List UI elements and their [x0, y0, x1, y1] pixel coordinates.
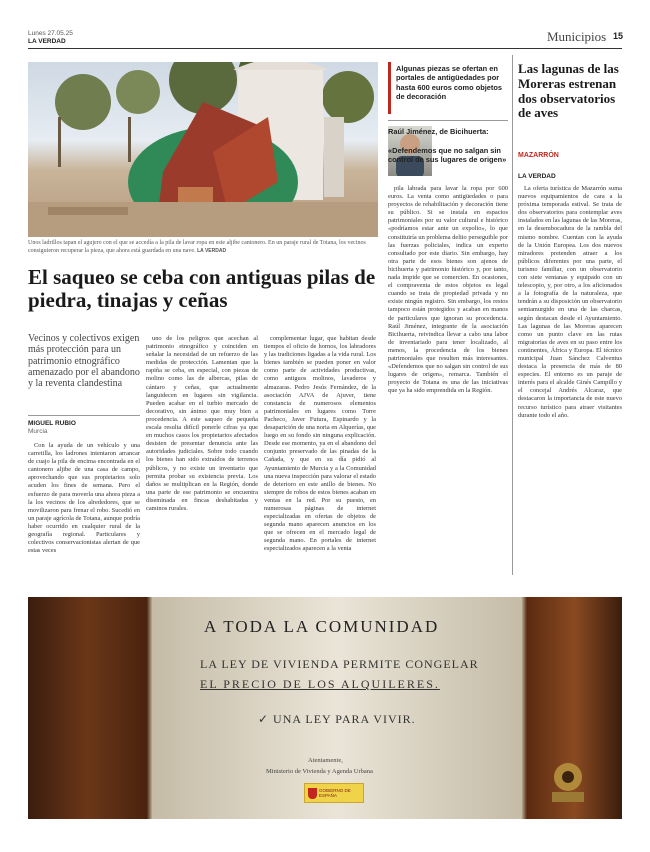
sidebar-quote: «Defendemos que no salgan sin control de sus lugares de origen»: [388, 146, 507, 165]
sign-ministry: Ministerio de Vivienda y Agenda Urbana: [266, 768, 373, 775]
subheadline: Vecinos y colectivos exigen más protección para un patrimonio etnográfico amenazado por el abandono y la reventa clandestina: [28, 333, 140, 390]
sign-line-2: LA LEY DE VIVIENDA PERMITE CONGELAR: [200, 657, 479, 671]
photo-caption: [28, 240, 378, 255]
column-3-text: complementar lugar, que habitan desde tiempos el oficio de hornos, los labradores y las tradiciones ligadas a la vida rural. Los bienes también se pueden poner en valor como parte de actividades productivas, como antiguos molinos, lavaderos y almazaras. Pedro Jesús Fernández, de la asociación AJVA de Ajuver, tiene constancia de numerosos elementos patrimoniales en lugares como Torre Pacheco, Javer Futura, Espinardo y la desaparición de una noria en Alquerías, que luego en su fondo sin ninguna explicación. Desde ese momento, ya en el abandono del conjunto preservado de las pinadas de la Cañada, y que en su día pidió al Ayuntamiento de Murcia y a la Comunidad una nueva inspección para valorar el estado de deterioro en este anillo de bienes. No siempre de robos de estos bienes acaban en ventas en la red. Por su puesto, en numerosas páginas de internet especializadas en ofertas de objetos de segunda mano aparecen anuncios en los que se ofrecen en el mercado legal de segunda mano. En portales de internet especializados aparecen a la venta: [264, 335, 376, 553]
sign-line-1: A TODA LA COMUNIDAD: [204, 617, 440, 636]
byline-rule: [28, 415, 140, 416]
column-3: [264, 335, 376, 575]
gov-logo-text: GOBIERNO DE ESPAÑA: [319, 788, 351, 798]
side-source: LA VERDAD: [518, 173, 556, 180]
header-date: Lunes 27.05.25: [28, 30, 73, 37]
coat-of-arms-icon: [308, 788, 317, 799]
sidebar-rule: [388, 120, 508, 121]
header-rule: [28, 48, 622, 49]
caption-text: Unos ladrillos tapan el agujero con el que se accedía a la pila de lavar ropa en este aljibe cantonero. En un paraje rural de Totana, los vecinos consiguieron recuperar la pieza, que ahora está guardada en una nave.: [28, 240, 366, 254]
gov-logo: [304, 783, 364, 803]
sidebar-author: Raúl Jiménez, de Bicihuerta:: [388, 127, 489, 136]
side-article-divider: [512, 55, 513, 575]
column-1: [28, 442, 140, 574]
column-1-text: Con la ayuda de un vehículo y una carretilla, los ladrones intentaron arrancar de cuajo la pila de encima encontrada en el cantonero aljibe de una casa de campo, aprovechando que sus propietarios solo acuden los fines de semana. Pero el esfuerzo de para moverla una ahora pieza a la los vecinos de los alrededores, que se movilizaron para frenar el robo. Sucedió en un paraje agrícola de Totana, aunque podría haber ocurrido en cualquier rural de la geografía regional. Particulares y colectivos conservacionistas alertan de que estas veces: [28, 442, 140, 555]
column-2-text: uno de los peligros que acechan al patrimonio etnográfico y coinciden en señalar la necesidad de un refuerzo de las medidas de protección. Lamentan que la rapiña se ceba, en especial, con piezas de molino como las de albercas, pilas de cántaro y ceñas, que actualmente languidecen en lugares sin vigilancia. Pueden acabar en el turbio mercado de decorativo, sin ánimo que muy bien a procedencia. A este saqueo de pequeña escala resulta difícil ponerle cifras ya que en muchos casos los propietarios afectados desisten de presentar denuncia ante las autoridades judiciales. Sobre todo cuando los bienes han sido extraídos de terrenos públicos, y no existe un inventario que permita probar su existencia previa. Los daños se multiplican en la Región, donde una parte de ese patrimonio se encuentra diseminada en fincas deshabitadas y caminos rurales.: [146, 335, 258, 512]
sign-off: Atentamente,: [308, 757, 343, 764]
main-headline: El saqueo se ceba con antiguas pilas de piedra, tinajas y ceñas: [28, 265, 376, 312]
side-headline: Las lagunas de las Moreras estrenan dos observatorios de aves: [518, 61, 619, 121]
side-body-text: La oferta turística de Mazarrón suma nuevos equipamientos de cara a la próxima temporada estival. Se trata de dos observatorios para contemplar aves instalados en las lagunas de las Moreras, en la desembocadura de la rambla del mismo nombre. Cuentan con la ayuda de la Unión Europea. Los dos nuevos miradores pretenden atraer a los públicos diferentes por una parte, el turismo familiar, con un observatorio con siete ventanas y equipado con un telescopio, y, por otro, a los aficionados a la fotografía de la naturaleza, que tendrán a su disposición un observatorio semiamurgido en una de las charcas, según destacan desde el Ayuntamiento. Las lagunas de las Moreras aparecen como un punto clave en las rutas migratorias de aves en su paso entre los continentes, África y Europa. El técnico municipal Juan Sánchez Calventus destaca la presencia de más de 80 especies. El entorno es un paraje de interés para el alcalde Ginés Campillo y el concejal Andrés Alcaraz, que destacaron la importancia de este nuevo recurso turístico para atraer visitantes durante todo el año.: [518, 185, 622, 419]
photo-aljibe: [28, 62, 378, 237]
header-paper: LA VERDAD: [28, 38, 66, 45]
sidebar-bar-1: [388, 62, 391, 114]
photo-credit: LA VERDAD: [197, 247, 227, 254]
byline-author: MIGUEL RUBIO: [28, 420, 76, 427]
sign-line-3: EL PRECIO DE LOS ALQUILERES.: [200, 677, 440, 691]
column-4: [388, 185, 508, 575]
column-2: [146, 335, 258, 575]
sidebar-title-1: Algunas piezas se ofertan en portales de antigüedades por hasta 600 euros como objetos de decoración: [396, 64, 502, 102]
side-place: MAZARRÓN: [518, 152, 559, 159]
byline-place: Murcia: [28, 428, 48, 435]
page-number: 15: [613, 31, 624, 41]
section-title: Municipios: [547, 29, 607, 44]
sign-line-4: ✓ UNA LEY PARA VIVIR.: [258, 712, 416, 726]
side-body: [518, 185, 622, 575]
column-4-text: pila labrada para lavar la ropa por 600 euros. La venta como antigüedades o para proyectos de rehabilitación y decoración tiene su público. Si se instala en espacios patrimoniales por su valor cultural e histórico «podríamos estar ante un expolio», lo que constituiría un problema delito perseguible por las fuerzas policiales, indica un experto consultado por este diario. Sin embargo, hay otra parte de esos bienes son ajenos de bicihuerta y patrimonio histórico y, por tanto, nada impide que se comercien. En ocasiones, el compraventa de estos objetos es legal cuando se trata de propiedad privada y no existe ningún registro. Sin embargo, los restos tampoco están protegidos y acaban en manos de particulares que ignoran su procedencia. Raúl Jiménez, integrante de la asociación Bicihuerta, reivindica llevar a cabo una labor de inventariado para tener localizado, al menos, la procedencia de los bienes patrimoniales que resulten más interesantes. «Defendemos que no salgan sin control de sus lugares de origen», remarca. También el proyecto de Totana es una de las iniciativas que ya ha sido emprendida en la Región.: [388, 185, 508, 395]
